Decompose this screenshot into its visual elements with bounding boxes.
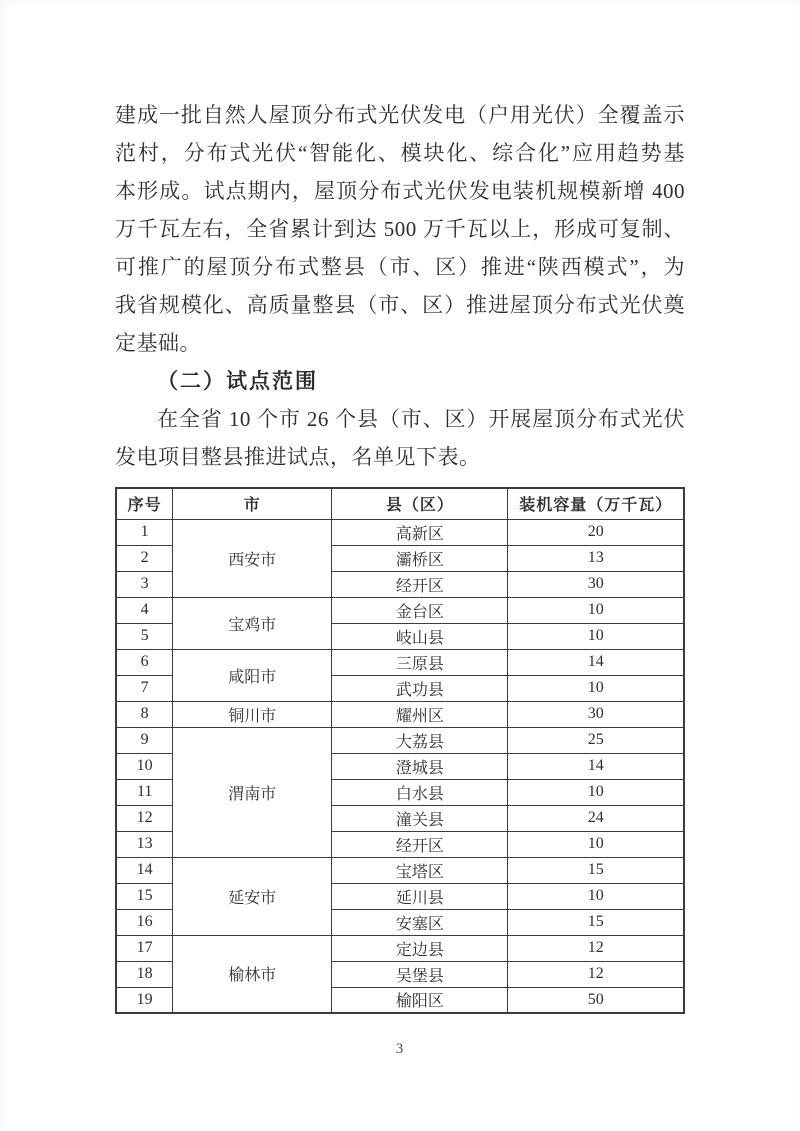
county-cell: 白水县: [332, 779, 508, 805]
county-cell: 安塞区: [332, 909, 508, 935]
table-row: [116, 727, 684, 753]
city-cell: 延安市: [173, 857, 332, 935]
paragraph-line: 发电项目整县推进试点，名单见下表。: [115, 445, 481, 469]
serial-cell: 14: [116, 857, 173, 883]
capacity-cell: 10: [508, 597, 684, 623]
county-cell: 经开区: [332, 571, 508, 597]
capacity-cell: 25: [508, 727, 684, 753]
table-row: [116, 649, 684, 675]
county-cell: 灞桥区: [332, 545, 508, 571]
serial-cell: 15: [116, 883, 173, 909]
county-cell: 宝塔区: [332, 857, 508, 883]
county-cell: 澄城县: [332, 753, 508, 779]
county-cell: 岐山县: [332, 623, 508, 649]
capacity-cell: 10: [508, 883, 684, 909]
county-cell: 潼关县: [332, 805, 508, 831]
capacity-cell: 14: [508, 753, 684, 779]
paragraph-line: 建成一批自然人屋顶分布式光伏发电（户用光伏）全覆盖示: [115, 103, 685, 127]
capacity-cell: 30: [508, 701, 684, 727]
capacity-cell: 50: [508, 987, 684, 1013]
county-cell: 经开区: [332, 831, 508, 857]
capacity-cell: 14: [508, 649, 684, 675]
paragraph-line: 本形成。试点期内，屋顶分布式光伏发电装机规模新增 400: [115, 179, 685, 203]
table-row: [116, 701, 684, 727]
serial-cell: 17: [116, 935, 173, 961]
paragraph-line: 可推广的屋顶分布式整县（市、区）推进“陕西模式”，为: [115, 255, 685, 279]
table-row: [116, 935, 684, 961]
city-cell: 榆林市: [173, 935, 332, 1013]
column-header-city: 市: [173, 488, 332, 519]
capacity-cell: 10: [508, 675, 684, 701]
city-cell: 铜川市: [173, 701, 332, 727]
capacity-cell: 13: [508, 545, 684, 571]
table-row: [116, 597, 684, 623]
city-cell: 宝鸡市: [173, 597, 332, 649]
serial-cell: 7: [116, 675, 173, 701]
pilot-counties-table: [115, 487, 685, 1014]
serial-cell: 5: [116, 623, 173, 649]
column-header-serial: 序号: [116, 488, 173, 519]
county-cell: 延川县: [332, 883, 508, 909]
serial-cell: 3: [116, 571, 173, 597]
serial-cell: 1: [116, 519, 173, 545]
county-cell: 定边县: [332, 935, 508, 961]
city-cell: 西安市: [173, 519, 332, 597]
serial-cell: 11: [116, 779, 173, 805]
column-header-capacity: 装机容量（万千瓦）: [508, 488, 684, 519]
capacity-cell: 12: [508, 935, 684, 961]
serial-cell: 12: [116, 805, 173, 831]
city-cell: 咸阳市: [173, 649, 332, 701]
serial-cell: 13: [116, 831, 173, 857]
county-cell: 金台区: [332, 597, 508, 623]
capacity-cell: 15: [508, 909, 684, 935]
county-cell: 吴堡县: [332, 961, 508, 987]
serial-cell: 9: [116, 727, 173, 753]
capacity-cell: 10: [508, 779, 684, 805]
table-row: [116, 519, 684, 545]
city-cell: 渭南市: [173, 727, 332, 857]
paragraph-line: 范村，分布式光伏“智能化、模块化、综合化”应用趋势基: [115, 141, 685, 165]
capacity-cell: 10: [508, 623, 684, 649]
capacity-cell: 20: [508, 519, 684, 545]
section-heading: （二）试点范围: [157, 369, 318, 393]
serial-cell: 4: [116, 597, 173, 623]
serial-cell: 18: [116, 961, 173, 987]
paragraph-2: [115, 400, 685, 476]
county-cell: 三原县: [332, 649, 508, 675]
serial-cell: 2: [116, 545, 173, 571]
serial-cell: 10: [116, 753, 173, 779]
paragraph-line: 万千瓦左右，全省累计到达 500 万千瓦以上，形成可复制、: [115, 217, 685, 241]
table-row: [116, 857, 684, 883]
county-cell: 大荔县: [332, 727, 508, 753]
serial-cell: 8: [116, 701, 173, 727]
county-cell: 榆阳区: [332, 987, 508, 1013]
county-cell: 耀州区: [332, 701, 508, 727]
paragraph-line: 我省规模化、高质量整县（市、区）推进屋顶分布式光伏奠: [115, 293, 685, 317]
page-number: 3: [395, 1041, 405, 1057]
capacity-cell: 10: [508, 831, 684, 857]
capacity-cell: 30: [508, 571, 684, 597]
serial-cell: 16: [116, 909, 173, 935]
county-cell: 高新区: [332, 519, 508, 545]
capacity-cell: 24: [508, 805, 684, 831]
capacity-cell: 15: [508, 857, 684, 883]
table-header-row: [116, 488, 684, 519]
capacity-cell: 12: [508, 961, 684, 987]
paragraph-line: 定基础。: [115, 331, 201, 355]
column-header-county: 县（区）: [332, 488, 508, 519]
serial-cell: 6: [116, 649, 173, 675]
paragraph-line: 在全省 10 个市 26 个县（市、区）开展屋顶分布式光伏: [157, 407, 685, 431]
serial-cell: 19: [116, 987, 173, 1013]
county-cell: 武功县: [332, 675, 508, 701]
paragraph-1: [115, 96, 685, 362]
